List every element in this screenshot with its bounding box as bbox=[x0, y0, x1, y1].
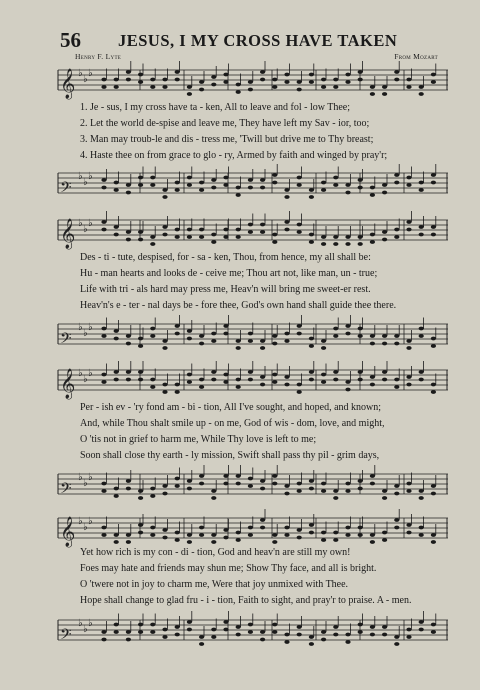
svg-text:♭: ♭ bbox=[88, 322, 93, 333]
lyric-line: Heav'n's e - ter - nal days be - fore thee, God's own hand shall guide thee there. bbox=[80, 300, 397, 311]
svg-text:♭: ♭ bbox=[83, 478, 88, 489]
svg-text:♭: ♭ bbox=[78, 68, 83, 79]
svg-text:♭: ♭ bbox=[78, 171, 83, 182]
bass-staff bbox=[58, 466, 448, 502]
svg-text:♭: ♭ bbox=[78, 218, 83, 229]
lyrics-block bbox=[80, 100, 450, 164]
svg-text:𝄞: 𝄞 bbox=[60, 517, 76, 547]
treble-staff bbox=[58, 62, 448, 98]
hymn-title: JESUS, I MY CROSS HAVE TAKEN bbox=[118, 31, 398, 50]
svg-text:♭: ♭ bbox=[83, 624, 88, 635]
lyric-line: Soon shall close thy earth - ly mission, Swift shall pass thy pil - grim days, bbox=[80, 450, 380, 461]
lyric-line: Des - ti - tute, despised, for - sa - ken, Thou, from hence, my all shall be: bbox=[80, 252, 371, 263]
lyrics-block bbox=[80, 250, 450, 314]
svg-text:𝄢: 𝄢 bbox=[60, 179, 72, 200]
svg-text:𝄞: 𝄞 bbox=[60, 219, 76, 249]
lyric-line: O 'tis not in grief to harm me, While Thy love is left to me; bbox=[80, 434, 317, 445]
svg-text:♭: ♭ bbox=[83, 177, 88, 188]
lyric-line: Yet how rich is my con - di - tion, God and heav'n are still my own! bbox=[80, 547, 351, 558]
svg-text:♭: ♭ bbox=[88, 472, 93, 483]
svg-text:𝄢: 𝄢 bbox=[60, 626, 72, 647]
lyric-line: 4. Haste thee on from grace to glo - ry, Armed by faith and winged by pray'r; bbox=[80, 150, 388, 161]
composer-credit: From Mozart bbox=[394, 52, 438, 61]
lyric-line: O 'twere not in joy to charm me, Were that joy unmixed with Thee. bbox=[80, 579, 349, 590]
svg-text:♭: ♭ bbox=[78, 368, 83, 379]
svg-text:♭: ♭ bbox=[88, 171, 93, 182]
svg-text:♭: ♭ bbox=[78, 322, 83, 333]
svg-text:𝄢: 𝄢 bbox=[60, 330, 72, 351]
bass-staff bbox=[58, 165, 448, 201]
treble-staff bbox=[58, 510, 448, 546]
lyric-line: Life with tri - als hard may press me, Heav'n will bring me sweet-er rest. bbox=[80, 284, 371, 295]
svg-text:♭: ♭ bbox=[83, 374, 88, 385]
lyric-line: Hu - man hearts and looks de - ceive me; Thou art not, like man, un - true; bbox=[80, 268, 378, 279]
svg-text:𝄞: 𝄞 bbox=[60, 369, 76, 399]
lyric-line: And, while Thou shalt smile up - on me, God of wis - dom, love, and might, bbox=[80, 418, 385, 429]
lyric-line: Per - ish ev - 'ry fond am - bi - tion, All I've sought, and hoped, and known; bbox=[80, 402, 382, 413]
hymn-number: 56 bbox=[60, 28, 81, 52]
bass-staff bbox=[58, 612, 448, 648]
svg-text:♭: ♭ bbox=[83, 224, 88, 235]
svg-text:♭: ♭ bbox=[83, 328, 88, 339]
treble-staff bbox=[58, 212, 448, 248]
bass-staff bbox=[58, 316, 448, 352]
svg-text:𝄢: 𝄢 bbox=[60, 480, 72, 501]
svg-text:♭: ♭ bbox=[88, 516, 93, 527]
lyric-line: 3. Man may troub-le and dis - tress me, 'Twill but drive me to Thy breast; bbox=[80, 134, 374, 145]
lyric-line: Hope shall change to glad fru - i - tion, Faith to sight, and pray'r to praise. A - men. bbox=[80, 595, 412, 606]
lyrics-block bbox=[80, 400, 450, 464]
svg-text:♭: ♭ bbox=[88, 368, 93, 379]
svg-text:♭: ♭ bbox=[88, 68, 93, 79]
svg-text:♭: ♭ bbox=[78, 472, 83, 483]
svg-text:♭: ♭ bbox=[88, 618, 93, 629]
svg-text:♭: ♭ bbox=[78, 618, 83, 629]
lyrics-block bbox=[80, 545, 450, 609]
treble-staff bbox=[58, 362, 448, 398]
lyric-line: 2. Let the world de-spise and leave me, They have left my Sav - ior, too; bbox=[80, 118, 370, 129]
lyric-line: 1. Je - sus, I my cross have ta - ken, All to leave and fol - low Thee; bbox=[80, 102, 351, 113]
svg-text:♭: ♭ bbox=[83, 522, 88, 533]
svg-text:♭: ♭ bbox=[83, 74, 88, 85]
svg-text:𝄞: 𝄞 bbox=[60, 69, 76, 99]
lyric-line: Foes may hate and friends may shun me; Show Thy face, and all is bright. bbox=[80, 563, 377, 574]
author-credit: Henry F. Lyte bbox=[75, 52, 122, 61]
svg-text:♭: ♭ bbox=[78, 516, 83, 527]
svg-text:♭: ♭ bbox=[88, 218, 93, 229]
